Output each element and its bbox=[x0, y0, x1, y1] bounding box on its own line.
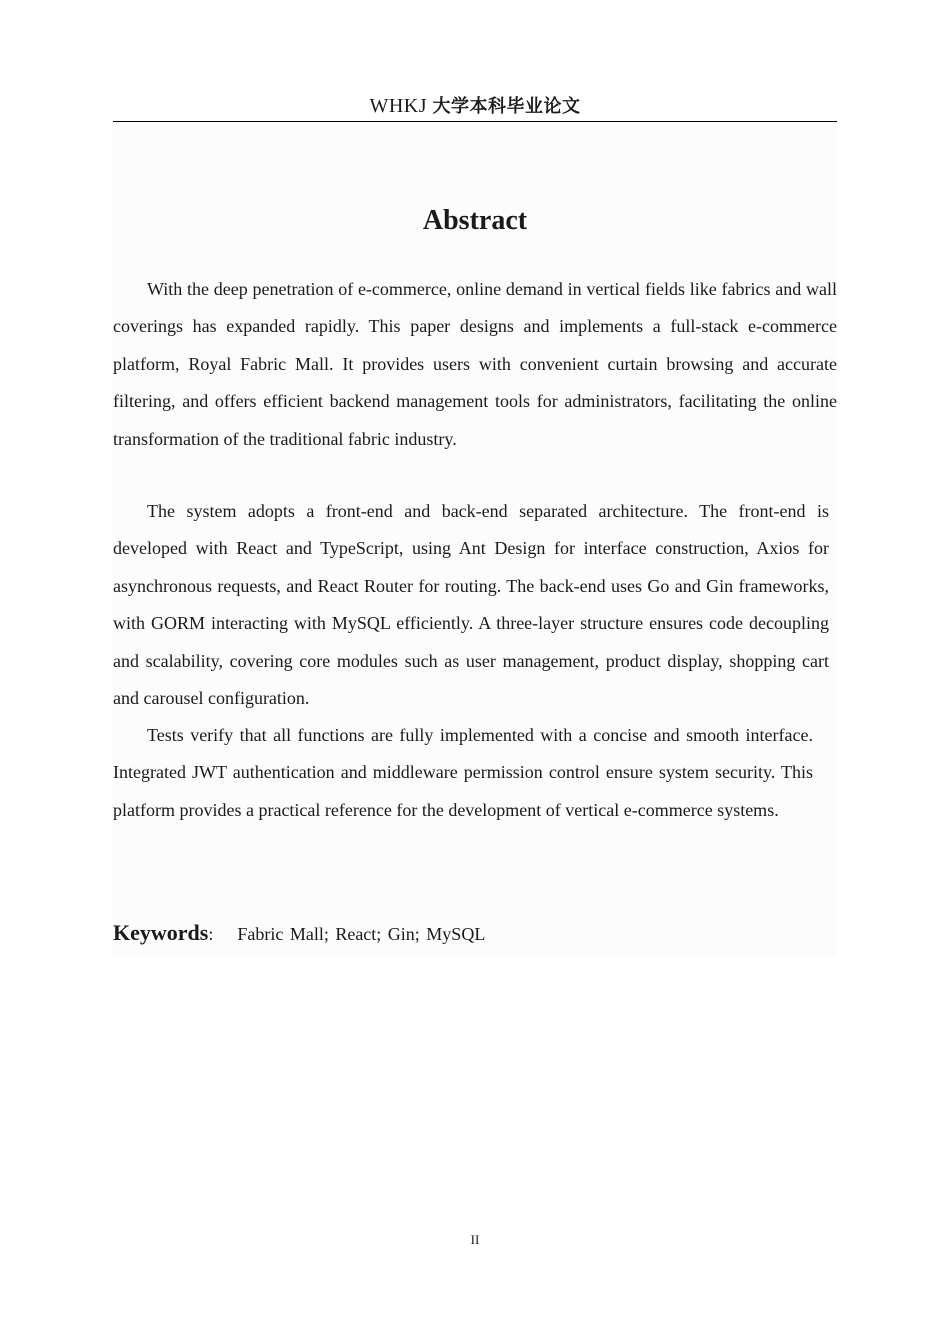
header-latin-text: WHKJ bbox=[369, 95, 428, 117]
keywords-separator: : bbox=[208, 924, 214, 944]
abstract-paragraph-1: With the deep penetration of e-commerce, online demand in vertical fields like fabrics and wall coverings has expanded rapidly. This paper designs and implements a full-stack e-commerce platform, Royal Fabric Mall. It provides users with convenient curtain browsing and accurate filtering, and offers efficient backend management tools for administrators, facilitating the online transformation of the traditional fabric industry. bbox=[113, 279, 837, 449]
header-rule bbox=[113, 121, 837, 122]
abstract-title: Abstract bbox=[422, 204, 528, 236]
page-header bbox=[113, 92, 837, 120]
abstract-paragraph-3: Tests verify that all functions are fully implemented with a concise and smooth interface. Integrated JWT authentication and middleware permission control ensure system security. This platform provides a practical reference for the development of vertical e-commerce systems. bbox=[113, 725, 813, 820]
keywords-line bbox=[113, 916, 837, 951]
abstract-paragraph-2: The system adopts a front-end and back-end separated architecture. The front-end is developed with React and TypeScript, using Ant Design for interface construction, Axios for asynchronous requests, and React Router for routing. The back-end uses Go and Gin frameworks, with GORM interacting with MySQL efficiently. A three-layer structure ensures code decoupling and scalability, covering core modules such as user management, product display, shopping cart and carousel configuration. bbox=[113, 501, 829, 709]
keywords-label: Keywords bbox=[113, 920, 209, 945]
header-chinese-text: 大学本科毕业论文 bbox=[432, 96, 581, 117]
page-number: II bbox=[470, 1232, 480, 1247]
keywords-values: Fabric Mall; React; Gin; MySQL bbox=[237, 924, 486, 944]
